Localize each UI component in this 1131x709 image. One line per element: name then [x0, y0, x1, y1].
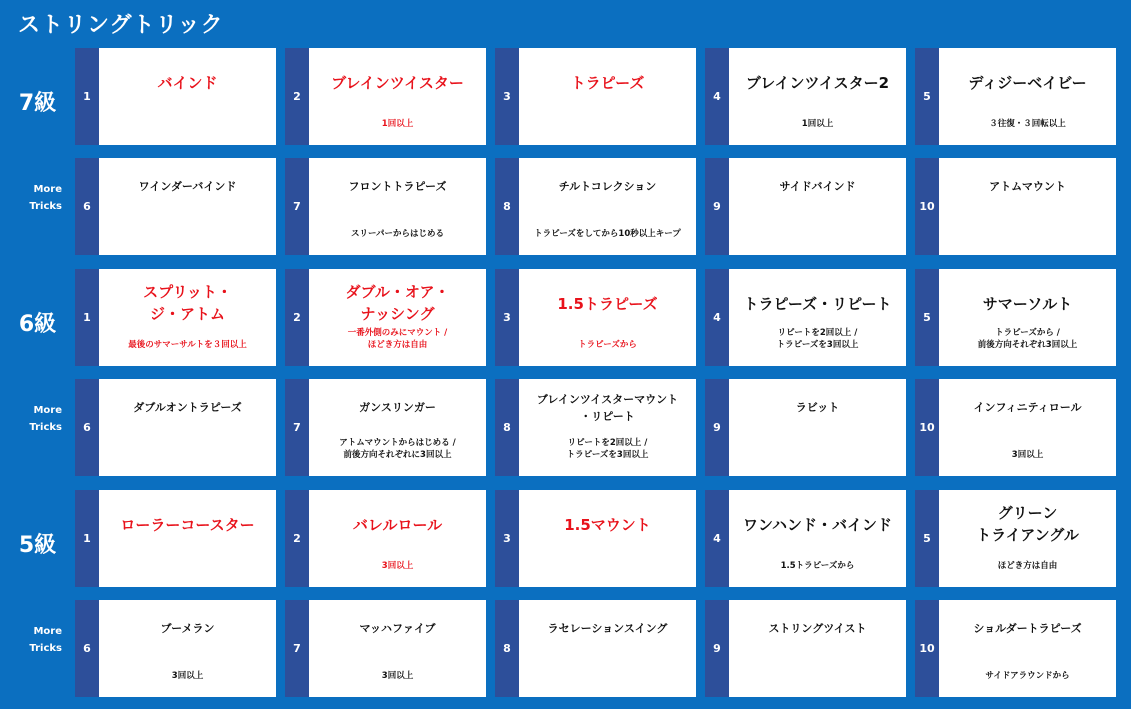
trick-number: 9	[705, 379, 729, 476]
trick-note: 3回以上	[171, 671, 204, 681]
trick-card	[75, 600, 276, 697]
trick-body	[99, 158, 276, 255]
trick-name: スプリット・ ジ・アトム	[143, 283, 232, 323]
trick-body	[309, 48, 486, 145]
more-tricks-label: More Tricks	[29, 184, 62, 212]
trick-number: 7	[285, 379, 309, 476]
trick-note: 3回以上	[1011, 450, 1044, 460]
trick-card	[915, 490, 1116, 587]
trick-card	[705, 379, 906, 476]
trick-card	[915, 158, 1116, 255]
trick-card	[285, 158, 486, 255]
trick-body	[729, 48, 906, 145]
trick-body	[519, 490, 696, 587]
grade-label: 7級	[18, 91, 57, 116]
trick-name: ブレインツイスター	[331, 74, 464, 92]
trick-number: 2	[285, 269, 309, 366]
trick-note: 1回以上	[801, 119, 834, 129]
trick-body	[309, 490, 486, 587]
trick-number: 3	[495, 48, 519, 145]
trick-body	[99, 600, 276, 697]
trick-body	[99, 269, 276, 366]
trick-card	[75, 269, 276, 366]
trick-body	[729, 379, 906, 476]
trick-note: スリーパーからはじめる	[350, 229, 445, 239]
trick-body	[309, 379, 486, 476]
trick-number: 6	[75, 158, 99, 255]
more-tricks-row	[75, 600, 1120, 697]
trick-number: 10	[915, 158, 939, 255]
main-tricks-row	[75, 269, 1120, 366]
trick-card	[495, 158, 696, 255]
trick-card	[705, 269, 906, 366]
trick-note: トラピーズをしてから10秒以上キープ	[534, 229, 681, 239]
trick-body	[309, 158, 486, 255]
trick-card	[285, 600, 486, 697]
more-tricks-label: More Tricks	[29, 626, 62, 654]
trick-body	[519, 48, 696, 145]
main-tricks-row	[75, 48, 1120, 145]
trick-name: ディジーベイビー	[968, 74, 1087, 92]
trick-name: ショルダートラピーズ	[973, 622, 1082, 635]
trick-card	[495, 379, 696, 476]
trick-number: 7	[285, 600, 309, 697]
trick-note: 3回以上	[381, 561, 414, 571]
trick-card	[285, 269, 486, 366]
page-title: ストリングトリック	[18, 13, 224, 38]
trick-note: ３往復・３回転以上	[989, 119, 1066, 129]
trick-name: ラビット	[795, 401, 840, 414]
trick-body	[939, 600, 1116, 697]
trick-body	[519, 379, 696, 476]
trick-name: サマーソルト	[982, 295, 1073, 313]
trick-card	[495, 269, 696, 366]
trick-number: 9	[705, 158, 729, 255]
trick-body	[939, 48, 1116, 145]
grade-section	[0, 490, 75, 696]
trick-body	[519, 600, 696, 697]
trick-name: ワンハンド・バインド	[743, 516, 892, 534]
trick-body	[309, 600, 486, 697]
trick-note: 一番外側のみにマウント / ほどき方は自由	[347, 328, 448, 350]
trick-card	[495, 48, 696, 145]
trick-number: 7	[285, 158, 309, 255]
trick-name: ダブルオントラピーズ	[133, 401, 242, 414]
trick-note: 1.5トラピーズから	[780, 561, 855, 571]
trick-name: トラピーズ・リピート	[743, 295, 892, 313]
trick-name: サイドバインド	[779, 180, 856, 193]
trick-name: ダブル・オア・ ナッシング	[345, 283, 450, 323]
trick-card	[75, 379, 276, 476]
trick-name: ローラーコースター	[120, 516, 255, 534]
trick-number: 8	[495, 379, 519, 476]
trick-card	[915, 600, 1116, 697]
more-tricks-label: More Tricks	[29, 405, 62, 433]
trick-note: 最後のサマーサルトを３回以上	[128, 340, 247, 350]
trick-card	[495, 490, 696, 587]
trick-number: 10	[915, 379, 939, 476]
trick-name: チルトコレクション	[558, 180, 657, 193]
trick-number: 4	[705, 269, 729, 366]
trick-name: ラセレーションスイング	[547, 622, 668, 635]
trick-card	[705, 490, 906, 587]
trick-name: 1.5マウント	[564, 516, 651, 534]
trick-card	[75, 490, 276, 587]
trick-body	[729, 158, 906, 255]
main-tricks-row	[75, 490, 1120, 587]
trick-body	[729, 600, 906, 697]
trick-card	[285, 48, 486, 145]
trick-name: ストリングツイスト	[768, 622, 867, 635]
trick-card	[915, 379, 1116, 476]
trick-name: バインド	[157, 74, 218, 92]
grade-label: 6級	[18, 312, 57, 337]
trick-number: 4	[705, 490, 729, 587]
trick-note: トラピーズから / 前後方向それぞれ3回以上	[977, 328, 1078, 350]
trick-card	[285, 379, 486, 476]
more-tricks-row	[75, 379, 1120, 476]
trick-note: リピートを2回以上 / トラピーズを3回以上	[776, 328, 859, 350]
trick-card	[915, 269, 1116, 366]
trick-body	[939, 269, 1116, 366]
trick-name: フロントトラピーズ	[348, 180, 447, 193]
trick-note: アトムマウントからはじめる / 前後方向それぞれに3回以上	[339, 438, 456, 460]
trick-card	[705, 600, 906, 697]
trick-name: ガンスリンガー	[359, 401, 436, 414]
grade-label: 5級	[18, 533, 57, 558]
more-tricks-row	[75, 158, 1120, 255]
trick-card	[75, 158, 276, 255]
trick-number: 2	[285, 48, 309, 145]
trick-number: 3	[495, 269, 519, 366]
trick-number: 4	[705, 48, 729, 145]
trick-body	[729, 269, 906, 366]
trick-number: 9	[705, 600, 729, 697]
trick-note: 1回以上	[381, 119, 414, 129]
trick-name: アトムマウント	[989, 180, 1066, 193]
grade-section	[0, 48, 75, 254]
trick-body	[729, 490, 906, 587]
trick-card	[705, 48, 906, 145]
trick-number: 1	[75, 269, 99, 366]
trick-note: リピートを2回以上 / トラピーズを3回以上	[566, 438, 649, 460]
trick-number: 8	[495, 600, 519, 697]
trick-body	[519, 269, 696, 366]
trick-number: 6	[75, 379, 99, 476]
trick-note: 3回以上	[381, 671, 414, 681]
trick-name: トラピーズ	[570, 74, 645, 92]
trick-note: サイドアラウンドから	[985, 671, 1070, 681]
trick-number: 5	[915, 48, 939, 145]
trick-number: 5	[915, 490, 939, 587]
trick-number: 5	[915, 269, 939, 366]
trick-name: グリーン トライアングル	[976, 504, 1079, 544]
trick-number: 1	[75, 48, 99, 145]
trick-number: 1	[75, 490, 99, 587]
trick-body	[309, 269, 486, 366]
trick-number: 8	[495, 158, 519, 255]
trick-name: ブレインツイスター2	[745, 74, 890, 92]
trick-card	[285, 490, 486, 587]
trick-name: インフィニティロール	[973, 401, 1082, 414]
trick-body	[939, 158, 1116, 255]
trick-body	[99, 48, 276, 145]
trick-body	[939, 490, 1116, 587]
trick-number: 3	[495, 490, 519, 587]
trick-number: 10	[915, 600, 939, 697]
trick-body	[99, 379, 276, 476]
trick-note: トラピーズから	[578, 340, 637, 350]
grade-section	[0, 269, 75, 475]
trick-name: 1.5トラピーズ	[557, 295, 658, 313]
trick-card	[915, 48, 1116, 145]
trick-name: バレルロール	[352, 516, 443, 534]
trick-name: マッハファイブ	[359, 622, 436, 635]
trick-card	[705, 158, 906, 255]
trick-name: ブレインツイスターマウント ・リピート	[536, 393, 679, 423]
trick-name: ワインダーバインド	[138, 180, 237, 193]
trick-number: 6	[75, 600, 99, 697]
trick-card	[75, 48, 276, 145]
trick-card	[495, 600, 696, 697]
trick-body	[519, 158, 696, 255]
trick-note: ほどき方は自由	[997, 561, 1058, 571]
trick-body	[99, 490, 276, 587]
trick-body	[939, 379, 1116, 476]
trick-number: 2	[285, 490, 309, 587]
trick-name: ブーメラン	[160, 622, 215, 635]
